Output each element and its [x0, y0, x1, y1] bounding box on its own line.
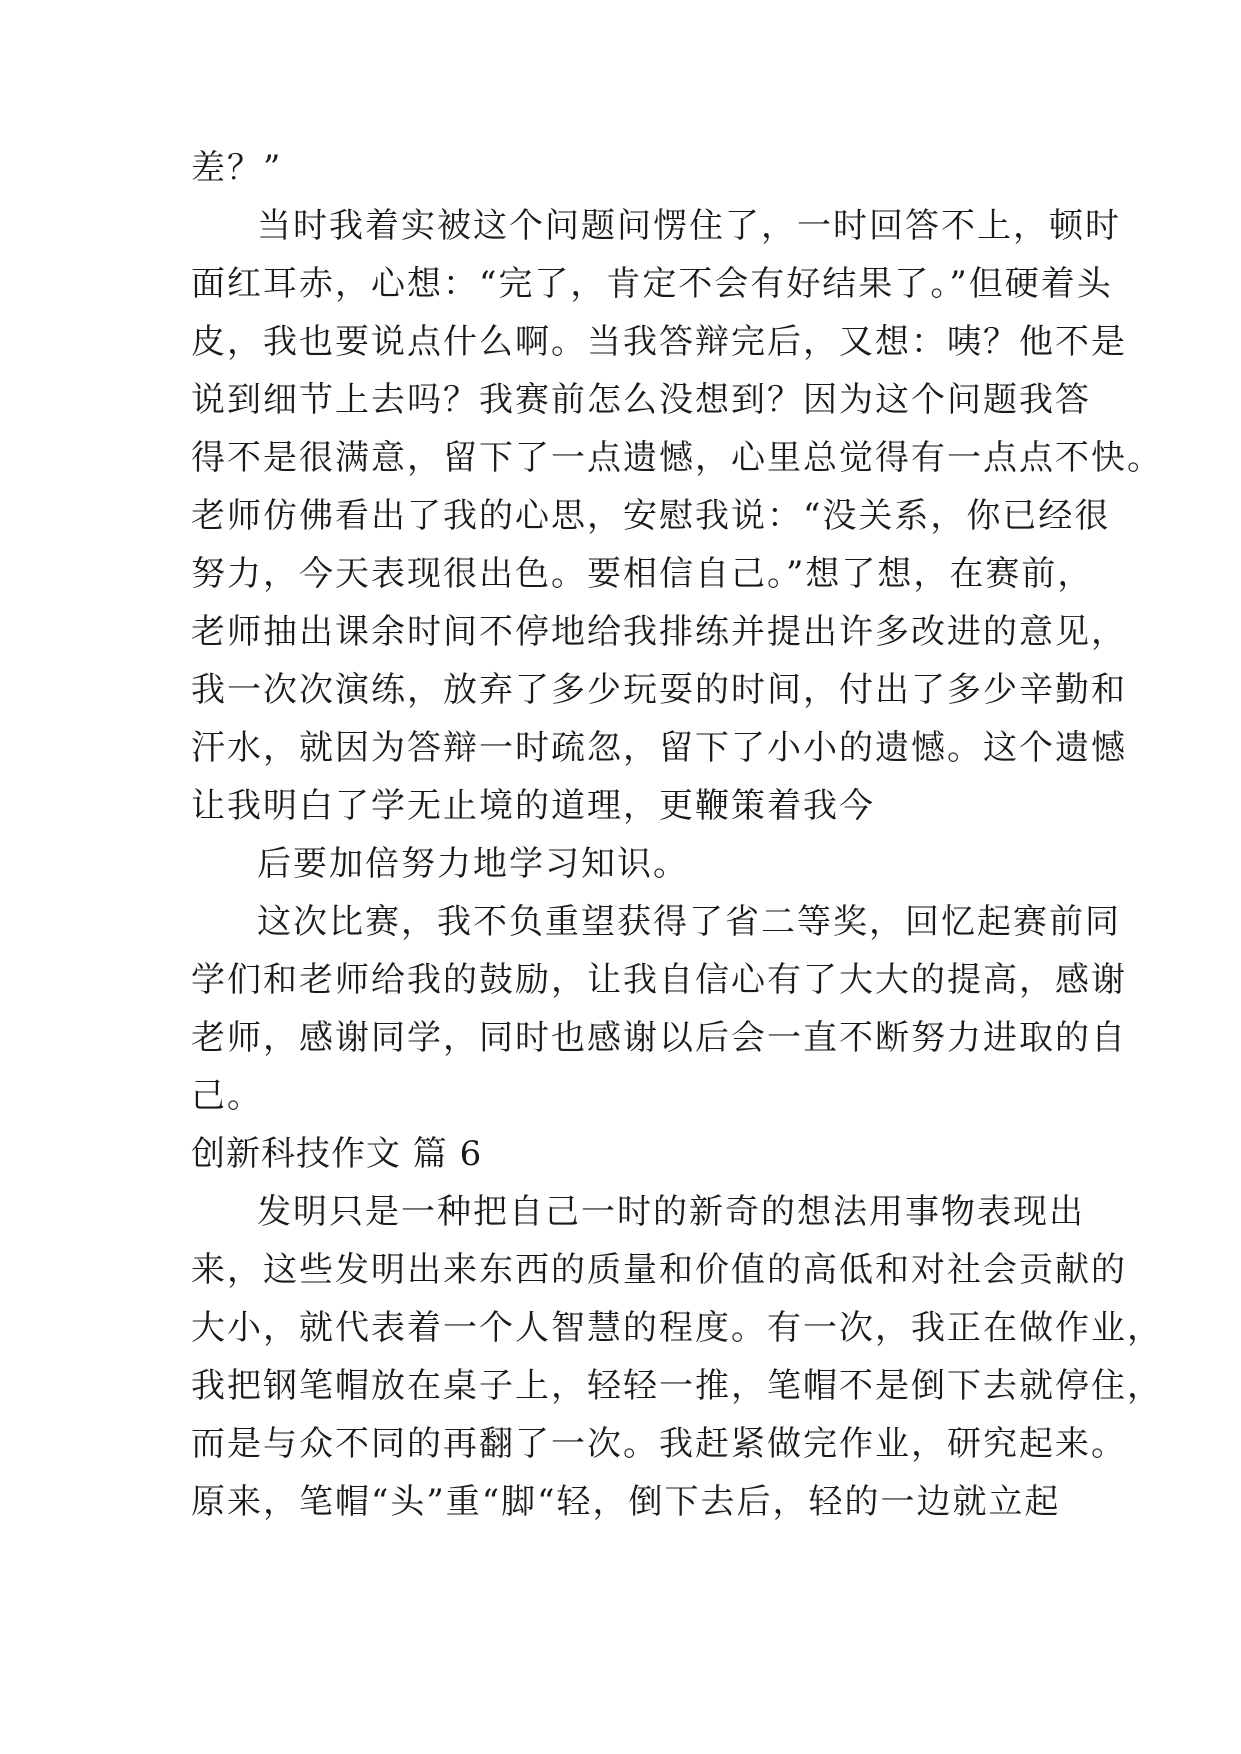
text-line: 学们和老师给我的鼓励，让我自信心有了大大的提高，感谢: [191, 960, 1127, 1000]
text-line: 差？”: [191, 148, 283, 188]
text-line: 老师仿佛看出了我的心思，安慰我说：“没关系，你已经很: [191, 496, 1111, 536]
text-line: 说到细节上去吗？我赛前怎么没想到？因为这个问题我答: [191, 380, 1091, 420]
text-line: 我把钢笔帽放在桌子上，轻轻一推，笔帽不是倒下去就停住，: [191, 1366, 1163, 1406]
section-heading: 创新科技作文 篇 6: [191, 1134, 483, 1174]
paragraph-start-line: 当时我着实被这个问题问愣住了，一时回答不上，顿时: [257, 206, 1121, 246]
text-line: 老师，感谢同学，同时也感谢以后会一直不断努力进取的自: [191, 1018, 1127, 1058]
text-line: 我一次次演练，放弃了多少玩耍的时间，付出了多少辛勤和: [191, 670, 1127, 710]
paragraph-start-line: 发明只是一种把自己一时的新奇的想法用事物表现出: [257, 1192, 1085, 1232]
paragraph-start-line: 后要加倍努力地学习知识。: [257, 844, 689, 884]
text-line: 努力，今天表现很出色。要相信自己。”想了想，在赛前，: [191, 554, 1094, 594]
text-line: 面红耳赤，心想：“完了，肯定不会有好结果了。”但硬着头: [191, 264, 1113, 304]
text-line: 得不是很满意，留下了一点遗憾，心里总觉得有一点点不快。: [191, 438, 1163, 478]
text-line: 汗水，就因为答辩一时疏忽，留下了小小的遗憾。这个遗憾: [191, 728, 1127, 768]
text-line: 而是与众不同的再翻了一次。我赶紧做完作业，研究起来。: [191, 1424, 1127, 1464]
text-line: 让我明白了学无止境的道理，更鞭策着我今: [191, 786, 875, 826]
text-line: 皮，我也要说点什么啊。当我答辩完后，又想：咦？他不是: [191, 322, 1127, 362]
text-line: 大小，就代表着一个人智慧的程度。有一次，我正在做作业，: [191, 1308, 1163, 1348]
text-line: 原来，笔帽“头”重“脚“轻，倒下去后，轻的一边就立起: [191, 1482, 1061, 1522]
text-line: 来，这些发明出来东西的质量和价值的高低和对社会贡献的: [191, 1250, 1127, 1290]
text-line: 老师抽出课余时间不停地给我排练并提出许多改进的意见，: [191, 612, 1127, 652]
text-line: 己。: [191, 1076, 263, 1116]
paragraph-start-line: 这次比赛，我不负重望获得了省二等奖，回忆起赛前同: [257, 902, 1121, 942]
